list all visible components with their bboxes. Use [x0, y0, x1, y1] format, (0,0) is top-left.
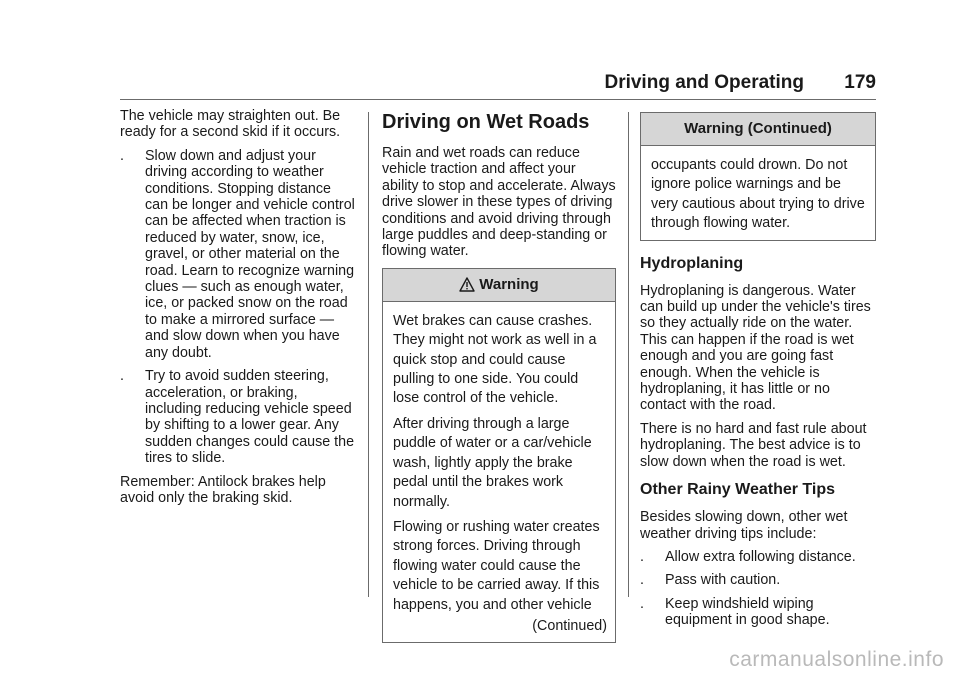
section-heading: Driving on Wet Roads	[382, 111, 590, 133]
closing-paragraph: Remember: Antilock brakes help avoid only the braking skid.	[120, 473, 326, 506]
column-divider-1	[368, 112, 369, 597]
list-item-text: Try to avoid sudden steering, acceleration, or braking, including reducing vehicle speed by shifting to a lower gear. Any sudden changes could cause the tires to slide.	[145, 368, 355, 467]
bullet-glyph: .	[120, 368, 124, 385]
warning-continued-box	[640, 112, 876, 241]
continued-label: (Continued)	[532, 617, 607, 634]
warning-paragraph: occupants could drown. Do not ignore police warnings and be very cautious about trying to drive through flowing water.	[651, 157, 865, 232]
watermark: carmanualsonline.info	[729, 648, 944, 671]
warning-triangle-icon	[459, 272, 475, 304]
rainy-tips-intro: Besides slowing down, other wet weather driving tips include:	[640, 509, 848, 542]
list-item-text: Allow extra following distance.	[665, 548, 856, 565]
header-rule	[120, 99, 876, 100]
list-item-text: Pass with caution.	[665, 572, 781, 589]
intro-paragraph: Rain and wet roads can reduce vehicle traction and affect your ability to stop and accelerate. Always drive slower in these types of driving conditions and avoid driving through large puddles and deep-standing or flowing water.	[382, 145, 616, 260]
hydroplaning-paragraph: There is no hard and fast rule about hydroplaning. The best advice is to slow down when the road is wet.	[640, 420, 867, 470]
rainy-tips-heading: Other Rainy Weather Tips	[640, 481, 836, 499]
column-1	[120, 108, 356, 513]
warning-box	[382, 268, 616, 644]
warning-paragraph: Flowing or rushing water creates strong forces. Driving through flowing water could cause the vehicle to be carried away. If this happens, you and other vehicle	[393, 518, 600, 613]
list-item	[120, 368, 356, 466]
warning-continued-header: Warning (Continued)	[641, 113, 875, 146]
continued-paragraph: The vehicle may straighten out. Be ready for a second skid if it occurs.	[120, 108, 341, 141]
page-header	[0, 72, 876, 98]
bullet-glyph: .	[640, 595, 644, 612]
column-3	[640, 108, 876, 636]
list-item-text: Slow down and adjust your driving according to weather conditions. Stopping distance can be longer and vehicle control can be affected when traction is reduced by water, snow, ice, gravel, or other material on the road. Learn to recognize warning clues — such as enough water, ice, or packed snow on the road to make a mirrored surface — and slow down when you have any doubt.	[145, 147, 355, 361]
column-2	[382, 108, 616, 655]
list-item-text: Keep windshield wiping equipment in good shape.	[665, 595, 830, 629]
bullet-glyph: .	[640, 548, 644, 565]
warning-label: Warning	[479, 275, 539, 293]
bullet-glyph: .	[640, 572, 644, 589]
list-item	[120, 148, 356, 361]
list-item	[640, 549, 876, 565]
warning-paragraph: After driving through a large puddle of water or a car/vehicle wash, lightly apply the brake pedal until the brakes work normally.	[393, 415, 592, 510]
page-number: 179	[844, 72, 876, 93]
warning-paragraph: Wet brakes can cause crashes. They might not work as well in a quick stop and could cause pulling to one side. You could lose control of the vehicle.	[393, 312, 597, 407]
warning-body	[641, 146, 875, 240]
list-item	[640, 596, 876, 629]
hydroplaning-heading: Hydroplaning	[640, 254, 744, 272]
column-divider-2	[628, 112, 629, 597]
bullet-glyph: .	[120, 147, 124, 164]
hydroplaning-paragraph: Hydroplaning is dangerous. Water can build up under the vehicle's tires so they actually ride on the water. This can happen if the road is wet enough and you are going fast enough. When the vehicle is hydroplaning, it has little or no contact with the road.	[640, 282, 871, 414]
list-item	[640, 572, 876, 588]
section-title: Driving and Operating	[604, 72, 804, 93]
warning-header	[383, 269, 615, 302]
warning-body	[383, 302, 615, 643]
